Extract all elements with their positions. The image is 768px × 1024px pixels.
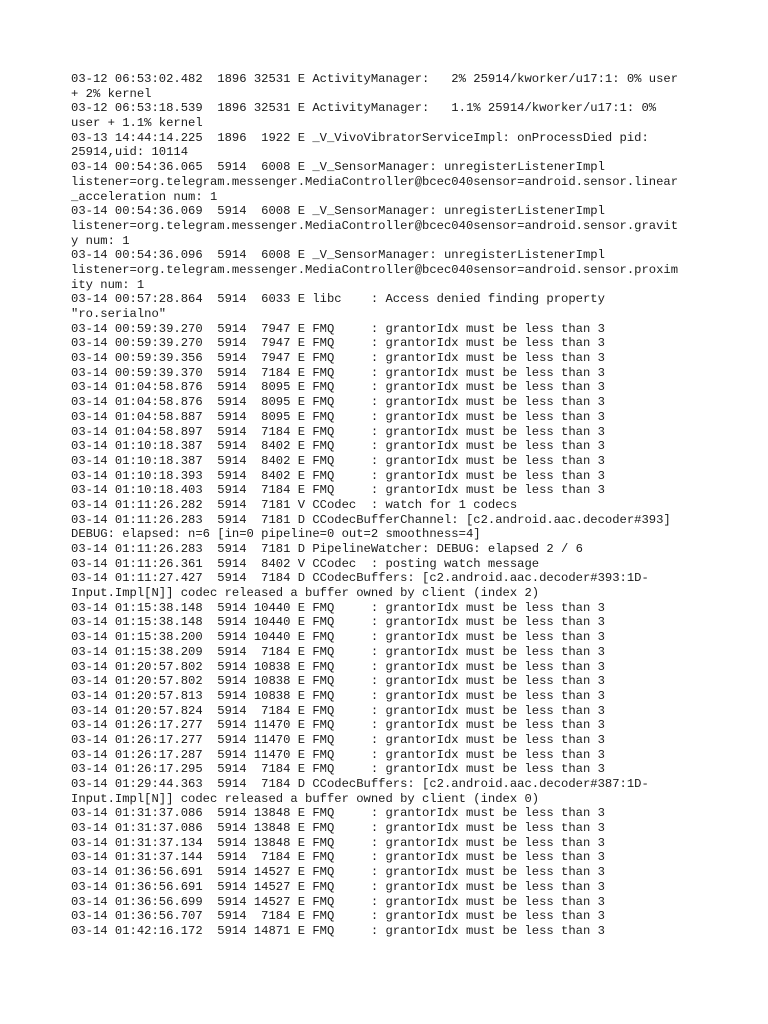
log-line: listener=org.telegram.messenger.MediaController@bcec040sensor=android.sensor.linear [71,174,679,189]
log-line: 03-14 00:54:36.069 5914 6008 E _V_SensorManager: unregisterListenerImpl [71,204,605,219]
log-line: 03-14 00:59:39.270 5914 7947 E FMQ : grantorIdx must be less than 3 [71,321,605,336]
log-line: 03-14 01:26:17.277 5914 11470 E FMQ : grantorIdx must be less than 3 [71,732,605,747]
log-line: Input.Impl[N]] codec released a buffer owned by client (index 2) [71,586,540,601]
log-line: 03-14 01:15:38.148 5914 10440 E FMQ : grantorIdx must be less than 3 [71,600,605,615]
log-line: 03-14 01:26:17.287 5914 11470 E FMQ : grantorIdx must be less than 3 [71,747,605,762]
log-line: 03-14 01:10:18.403 5914 7184 E FMQ : grantorIdx must be less than 3 [71,483,605,498]
log-line: 03-14 01:42:16.172 5914 14871 E FMQ : grantorIdx must be less than 3 [71,923,605,938]
log-line: 03-14 01:10:18.387 5914 8402 E FMQ : grantorIdx must be less than 3 [71,439,605,454]
log-line: 03-14 01:36:56.699 5914 14527 E FMQ : grantorIdx must be less than 3 [71,894,605,909]
log-line: 03-14 01:31:37.086 5914 13848 E FMQ : grantorIdx must be less than 3 [71,806,605,821]
log-line: y num: 1 [71,233,130,248]
log-line: 03-14 01:20:57.802 5914 10838 E FMQ : grantorIdx must be less than 3 [71,674,605,689]
log-line: 03-14 00:59:39.356 5914 7947 E FMQ : grantorIdx must be less than 3 [71,351,605,366]
log-text-block [71,72,711,939]
log-line: 03-14 01:36:56.691 5914 14527 E FMQ : grantorIdx must be less than 3 [71,865,605,880]
log-line: user + 1.1% kernel [71,116,203,131]
log-line: 25914,uid: 10114 [71,145,189,160]
log-line: 03-14 01:10:18.393 5914 8402 E FMQ : grantorIdx must be less than 3 [71,468,605,483]
log-line: 03-14 00:59:39.370 5914 7184 E FMQ : grantorIdx must be less than 3 [71,365,605,380]
log-line: 03-14 01:11:26.282 5914 7181 V CCodec : watch for 1 codecs [71,497,518,512]
log-line: 03-14 00:54:36.065 5914 6008 E _V_SensorManager: unregisterListenerImpl [71,160,605,175]
log-line: DEBUG: elapsed: n=6 [in=0 pipeline=0 out=2 smoothness=4] [71,527,481,542]
log-line: 03-14 01:15:38.209 5914 7184 E FMQ : grantorIdx must be less than 3 [71,644,605,659]
log-line: Input.Impl[N]] codec released a buffer owned by client (index 0) [71,791,540,806]
log-line: listener=org.telegram.messenger.MediaController@bcec040sensor=android.sensor.proxim [71,262,679,277]
log-line: 03-14 01:31:37.134 5914 13848 E FMQ : grantorIdx must be less than 3 [71,835,605,850]
log-line: 03-14 01:11:27.427 5914 7184 D CCodecBuffers: [c2.android.aac.decoder#393:1D- [71,571,649,586]
log-line: 03-14 01:31:37.086 5914 13848 E FMQ : grantorIdx must be less than 3 [71,821,605,836]
log-line: listener=org.telegram.messenger.MediaController@bcec040sensor=android.sensor.gravit [71,218,679,233]
log-line: 03-14 01:11:26.283 5914 7181 D PipelineWatcher: DEBUG: elapsed 2 / 6 [71,542,583,556]
log-line: 03-14 01:20:57.824 5914 7184 E FMQ : grantorIdx must be less than 3 [71,703,605,718]
log-line: 03-14 01:11:26.283 5914 7181 D CCodecBufferChannel: [c2.android.aac.decoder#393] [71,512,671,527]
log-line: 03-14 01:10:18.387 5914 8402 E FMQ : grantorIdx must be less than 3 [71,453,605,468]
log-line: 03-14 01:15:38.148 5914 10440 E FMQ : grantorIdx must be less than 3 [71,615,605,630]
log-line: 03-14 01:31:37.144 5914 7184 E FMQ : grantorIdx must be less than 3 [71,850,605,865]
log-line: + 2% kernel [71,86,152,101]
log-line: 03-14 01:11:26.361 5914 8402 V CCodec : posting watch message [71,556,540,571]
log-line: 03-13 14:44:14.225 1896 1922 E _V_VivoVibratorServiceImpl: onProcessDied pid: [71,130,649,145]
log-line: 03-14 00:59:39.270 5914 7947 E FMQ : grantorIdx must be less than 3 [71,336,605,351]
log-line: 03-14 01:04:58.897 5914 7184 E FMQ : grantorIdx must be less than 3 [71,424,605,439]
log-line: 03-14 01:26:17.277 5914 11470 E FMQ : grantorIdx must be less than 3 [71,718,605,733]
log-line: 03-14 01:04:58.876 5914 8095 E FMQ : grantorIdx must be less than 3 [71,395,605,410]
log-line: 03-14 01:04:58.887 5914 8095 E FMQ : grantorIdx must be less than 3 [71,409,605,424]
log-line: 03-14 01:26:17.295 5914 7184 E FMQ : grantorIdx must be less than 3 [71,762,605,777]
log-line: 03-14 01:36:56.707 5914 7184 E FMQ : grantorIdx must be less than 3 [71,909,605,924]
log-line: 03-14 01:15:38.200 5914 10440 E FMQ : grantorIdx must be less than 3 [71,630,605,645]
log-line: _acceleration num: 1 [71,189,218,204]
log-line: "ro.serialno" [71,307,167,321]
log-line: 03-14 01:20:57.813 5914 10838 E FMQ : grantorIdx must be less than 3 [71,688,605,703]
log-line: 03-14 01:29:44.363 5914 7184 D CCodecBuffers: [c2.android.aac.decoder#387:1D- [71,777,649,791]
log-line: 03-12 06:53:18.539 1896 32531 E ActivityManager: 1.1% 25914/kworker/u17:1: 0% [71,101,657,116]
log-line: 03-14 01:36:56.691 5914 14527 E FMQ : grantorIdx must be less than 3 [71,879,605,894]
log-line: 03-12 06:53:02.482 1896 32531 E ActivityManager: 2% 25914/kworker/u17:1: 0% user [71,72,679,86]
log-line: 03-14 01:04:58.876 5914 8095 E FMQ : grantorIdx must be less than 3 [71,380,605,395]
log-line: 03-14 00:57:28.864 5914 6033 E libc : Access denied finding property [71,292,605,307]
log-line: 03-14 00:54:36.096 5914 6008 E _V_SensorManager: unregisterListenerImpl [71,248,605,263]
log-line: 03-14 01:20:57.802 5914 10838 E FMQ : grantorIdx must be less than 3 [71,659,605,674]
log-line: ity num: 1 [71,277,145,292]
